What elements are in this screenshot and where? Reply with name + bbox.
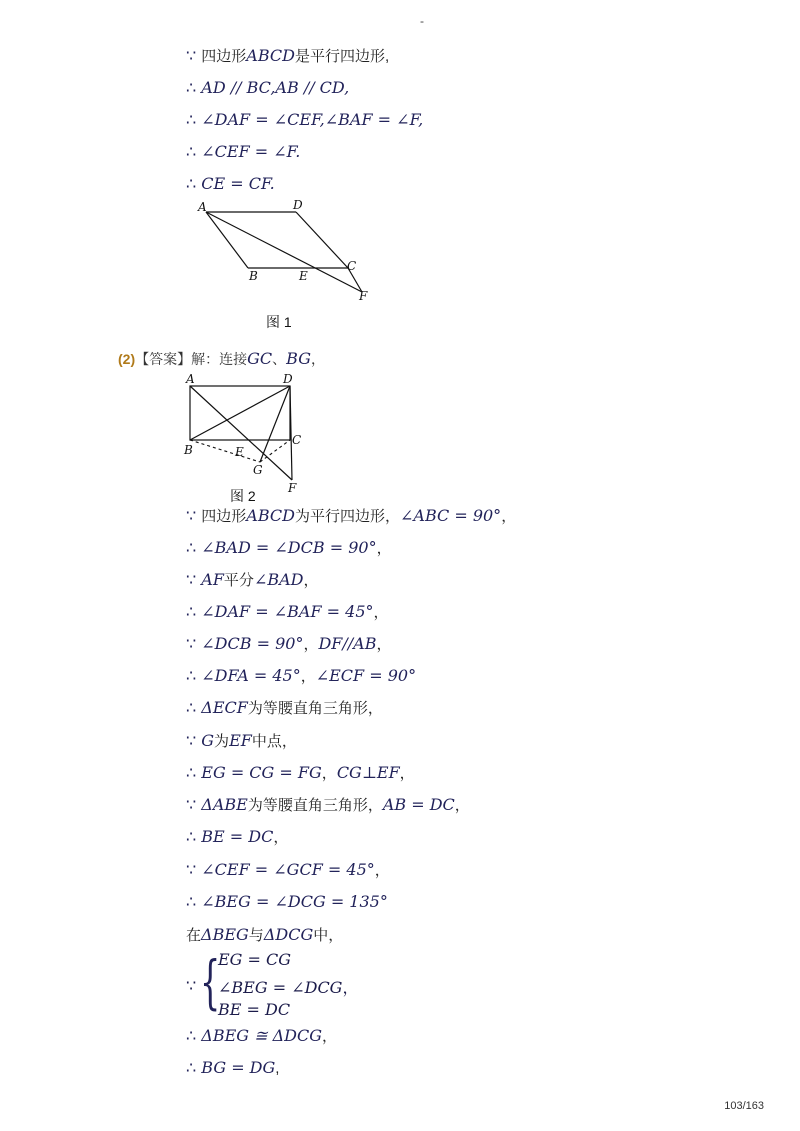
text-fragment: ，	[303, 636, 319, 653]
text-fragment: ，	[373, 604, 389, 621]
proof-line	[186, 925, 343, 946]
math-expression: ΔDCG	[263, 925, 314, 944]
proof-line	[186, 795, 470, 816]
segment-af	[190, 386, 292, 480]
logic-symbol: ∴	[186, 110, 202, 129]
math-expression: ΔBEG	[201, 925, 249, 944]
label-b: B	[184, 443, 193, 457]
system-row-3: BE = DC	[218, 1000, 291, 1019]
proof-line	[186, 666, 416, 687]
segment-bg-dashed	[190, 440, 260, 462]
proof-line	[186, 698, 383, 719]
math-expression: ΔBEG ≅ ΔDCG	[201, 1026, 323, 1045]
math-expression: ΔECF	[201, 698, 248, 717]
math-expression: BG = DG	[201, 1058, 276, 1077]
text-fragment: ，	[454, 797, 470, 814]
text-fragment: 平分	[223, 572, 254, 589]
logic-symbol: ∴	[186, 174, 202, 193]
logic-symbol: ∴	[186, 763, 202, 782]
label-f: F	[359, 289, 368, 303]
math-expression: AD // BC,AB // CD,	[201, 78, 350, 97]
math-expression: ∠DAF = ∠BAF = 45°	[201, 602, 374, 621]
top-mark: -	[420, 14, 424, 28]
math-expression: ∠BAD = ∠DCB = 90°	[201, 538, 377, 557]
text-fragment: 四边形	[201, 48, 247, 65]
equation-system	[186, 950, 386, 1020]
math-expression: EG = CG = FG	[201, 763, 322, 782]
label-c: C	[347, 259, 357, 273]
math-expression: CE = CF.	[201, 174, 275, 193]
math-expression: AF	[201, 570, 224, 589]
math-expression: ∠DCB = 90°	[201, 634, 304, 653]
text-fragment: ，	[501, 508, 517, 525]
figure-1-caption: 图 1	[266, 314, 292, 330]
math-expression: CG⊥EF	[336, 763, 400, 782]
answer-sep: 、	[272, 351, 287, 367]
text-fragment: 为平行四边形，	[294, 508, 400, 525]
segment-dc	[296, 212, 348, 268]
text-fragment: 为	[214, 733, 230, 750]
math-expression: AB = DC	[382, 795, 455, 814]
proof-line	[186, 731, 297, 752]
proof-line	[186, 174, 275, 194]
answer-text: 解：连接	[191, 351, 248, 367]
proof-line	[186, 892, 388, 912]
label-b: B	[249, 269, 258, 283]
answer-end: ，	[311, 351, 325, 367]
logic-symbol: ∴	[186, 538, 202, 557]
proof-line	[186, 78, 349, 98]
math-expression: ∠DAF = ∠CEF,∠BAF = ∠F,	[201, 110, 424, 129]
answer-bracket: 【答案】	[135, 351, 192, 367]
answer-header	[118, 349, 325, 369]
logic-symbol: ∵	[186, 634, 202, 653]
answer-number: (2)	[118, 351, 136, 367]
math-expression: EF	[229, 731, 252, 750]
system-row-1: EG = CG	[218, 950, 292, 969]
label-f: F	[288, 481, 297, 495]
proof-line	[186, 142, 300, 162]
text-fragment: 中，	[313, 927, 344, 944]
math-expression: DF//AB	[318, 634, 377, 653]
proof-line	[186, 538, 392, 559]
math-expression: ABCD	[246, 46, 295, 65]
math-expression: ABCD	[246, 506, 295, 525]
text-fragment: ，	[399, 765, 415, 782]
figure-2	[180, 372, 310, 497]
proof-line	[186, 827, 288, 848]
text-fragment: 是平行四边形,	[294, 48, 390, 65]
text-fragment: ，	[376, 636, 392, 653]
logic-symbol: ∴	[186, 602, 202, 621]
proof-line	[186, 110, 423, 130]
math-expression: ∠CEF = ∠GCF = 45°	[201, 860, 375, 879]
text-fragment: 与	[248, 927, 264, 944]
logic-symbol: ∵	[186, 795, 202, 814]
logic-symbol: ∵	[186, 570, 202, 589]
text-fragment: ，	[374, 862, 390, 879]
proof-line	[186, 506, 516, 527]
logic-symbol: ∴	[186, 892, 202, 911]
math-expression: ∠BEG = ∠DCG = 135°	[201, 892, 388, 911]
label-g: G	[253, 463, 263, 477]
text-fragment: 中点，	[251, 733, 297, 750]
math-expression: ∠BAD	[253, 570, 304, 589]
because-symbol: ∵	[186, 976, 197, 995]
text-fragment: ,	[275, 1060, 280, 1077]
proof-line	[186, 46, 389, 67]
text-fragment: ，	[376, 540, 392, 557]
proof-line	[186, 570, 319, 591]
text-fragment: 为等腰直角三角形，	[247, 700, 383, 717]
proof-line	[186, 634, 392, 655]
logic-symbol: ∴	[186, 666, 202, 685]
page-number: 103/163	[724, 1100, 764, 1112]
logic-symbol: ∵	[186, 731, 202, 750]
logic-symbol: ∴	[186, 698, 202, 717]
left-brace: {	[200, 948, 221, 1016]
label-e: E	[299, 269, 308, 283]
figure-2-caption: 图 2	[230, 488, 256, 504]
segment-ba	[206, 212, 248, 268]
proof-line	[186, 1026, 337, 1047]
math-expression: ∠CEF = ∠F.	[201, 142, 301, 161]
text-fragment: 四边形	[201, 508, 247, 525]
logic-symbol: ∴	[186, 1026, 202, 1045]
segment-bg: BG	[286, 349, 311, 368]
proof-line	[186, 860, 390, 881]
segment-gc: GC	[247, 349, 273, 368]
label-d: D	[293, 198, 303, 212]
logic-symbol: ∴	[186, 78, 202, 97]
logic-symbol: ∴	[186, 142, 202, 161]
math-expression: ΔABE	[201, 795, 248, 814]
label-d: D	[283, 372, 293, 386]
text-fragment: 为等腰直角三角形，	[247, 797, 383, 814]
logic-symbol: ∴	[186, 1058, 202, 1077]
label-a: A	[198, 200, 207, 214]
label-a: A	[186, 372, 195, 386]
figure-1	[196, 198, 376, 308]
text-fragment: ，	[303, 572, 319, 589]
proof-line	[186, 1058, 279, 1079]
logic-symbol: ∵	[186, 506, 202, 525]
math-expression: BE = DC	[201, 827, 274, 846]
label-c: C	[292, 433, 302, 447]
logic-symbol: ∵	[186, 46, 202, 65]
text-fragment: 在	[186, 927, 202, 944]
math-expression: G	[201, 731, 215, 750]
math-expression: ∠DFA = 45°	[201, 666, 301, 685]
proof-line	[186, 763, 415, 784]
system-row-2: ∠BEG = ∠DCG，	[218, 978, 359, 997]
logic-symbol: ∵	[186, 860, 202, 879]
label-e: E	[235, 445, 244, 459]
text-fragment: ，	[322, 1028, 338, 1045]
segment-af	[206, 212, 362, 292]
text-fragment: ，	[273, 829, 289, 846]
math-expression: ∠ABC = 90°	[399, 506, 502, 525]
logic-symbol: ∴	[186, 827, 202, 846]
text-fragment: ，	[300, 668, 316, 685]
proof-line	[186, 602, 389, 623]
text-fragment: ，	[321, 765, 337, 782]
math-expression: ∠ECF = 90°	[315, 666, 417, 685]
